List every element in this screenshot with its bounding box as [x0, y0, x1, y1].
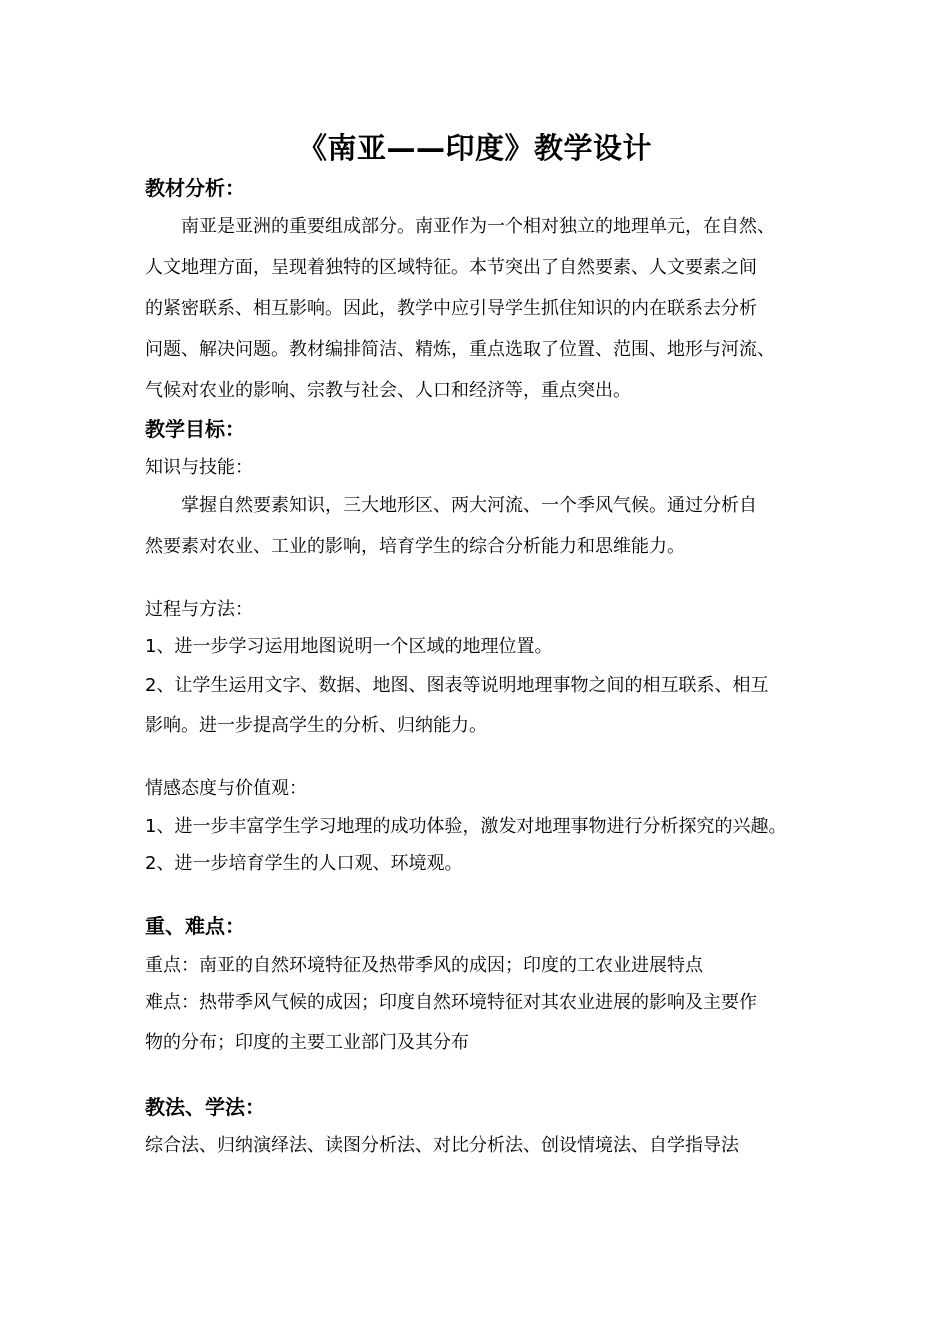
process-methods-line: 2、让学生运用文字、数据、地图、图表等说明地理事物之间的相互联系、相互	[145, 675, 769, 696]
material-analysis-line: 人文地理方面，呈现着独特的区域特征。本节突出了自然要素、人文要素之间	[145, 257, 757, 278]
process-methods-line: 1、进一步学习运用地图说明一个区域的地理位置。	[145, 636, 553, 657]
material-analysis-line: 南亚是亚洲的重要组成部分。南亚作为一个相对独立的地理单元，在自然、	[181, 216, 775, 237]
knowledge-skills-label: 知识与技能：	[145, 457, 253, 478]
knowledge-skills-line: 掌握自然要素知识，三大地形区、两大河流、一个季风气候。通过分析自	[181, 495, 757, 516]
key-points-line: 难点：热带季风气候的成因；印度自然环境特征对其农业进展的影响及主要作	[145, 992, 757, 1013]
key-points-heading: 重、难点：	[145, 914, 245, 938]
material-analysis-heading: 教材分析：	[145, 176, 245, 200]
emotion-values-line: 2、进一步培育学生的人口观、环境观。	[145, 853, 463, 874]
process-methods-label: 过程与方法：	[145, 599, 253, 620]
methods-line: 综合法、归纳演绎法、读图分析法、对比分析法、创设情境法、自学指导法	[145, 1135, 739, 1156]
knowledge-skills-line: 然要素对农业、工业的影响，培育学生的综合分析能力和思维能力。	[145, 536, 685, 557]
process-methods-line: 影响。进一步提高学生的分析、归纳能力。	[145, 715, 487, 736]
teaching-goals-heading: 教学目标：	[145, 417, 245, 441]
material-analysis-line: 问题、解决问题。教材编排简洁、精炼，重点选取了位置、范围、地形与河流、	[145, 339, 775, 360]
emotion-values-label: 情感态度与价值观：	[145, 778, 307, 799]
material-analysis-line: 气候对农业的影响、宗教与社会、人口和经济等，重点突出。	[145, 380, 631, 401]
page-title: 《南亚——印度》教学设计	[297, 131, 652, 165]
emotion-values-line: 1、进一步丰富学生学习地理的成功体验，激发对地理事物进行分析探究的兴趣。	[145, 816, 787, 837]
key-points-line: 重点：南亚的自然环境特征及热带季风的成因；印度的工农业进展特点	[145, 955, 703, 976]
key-points-line: 物的分布；印度的主要工业部门及其分布	[145, 1032, 469, 1053]
methods-heading: 教法、学法：	[145, 1095, 265, 1119]
material-analysis-line: 的紧密联系、相互影响。因此，教学中应引导学生抓住知识的内在联系去分析	[145, 298, 757, 319]
